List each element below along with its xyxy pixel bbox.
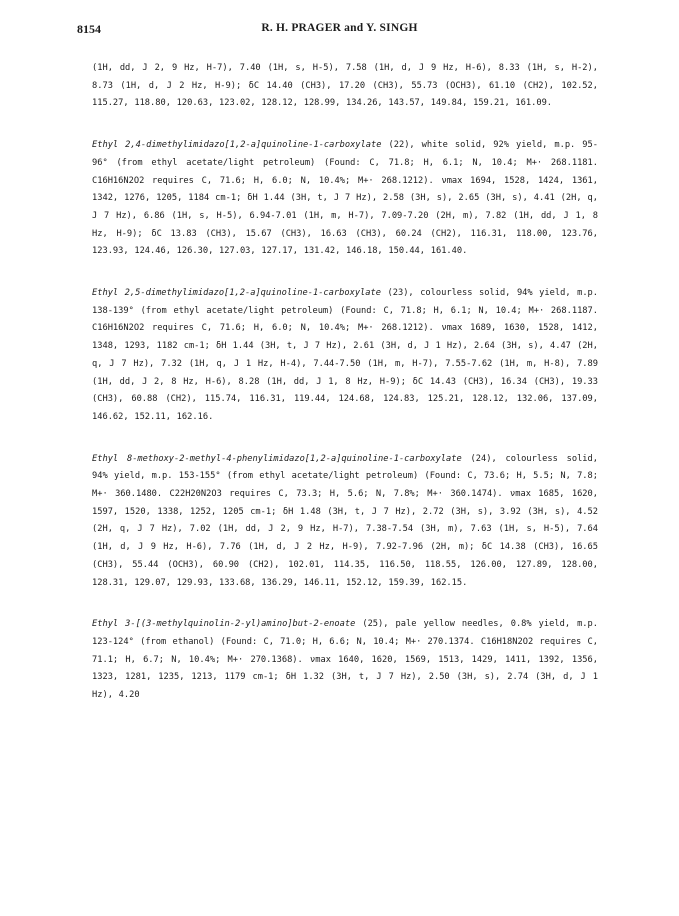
page-number: 8154 (77, 22, 101, 36)
compound-name: Ethyl 2,5-dimethylimidazo[1,2-a]quinoline-1-carboxylate (92, 288, 381, 299)
paragraph-compound-22 (92, 137, 598, 261)
paragraph-text: (1H, dd, J 2, 9 Hz, H-7), 7.40 (1H, s, H-5), 7.58 (1H, d, J 9 Hz, H-6), 8.33 (1H, s, H-2), 8.73 (1H, d, J 2 Hz, H-9); δC 14.40 (CH3), 17.20 (CH3), 55.73 (OCH3), 61.10 (CH2), 102.52, 115.27, 118.80, 120.63, 123.02, 128.12, 128.99, 134.26, 143.57, 149.84, 159.21, 161.09. (92, 63, 598, 109)
paragraph-continuation (92, 60, 598, 113)
paragraph-text: (22), white solid, 92% yield, m.p. 95-96° (from ethyl acetate/light petroleum) (Found: C, 71.8; H, 6.1; N, 10.4; M+· 268.1181. C16H16N2O2 requires C, 71.6; H, 6.0; N, 10.4%; M+· 268.1212). νmax 1694, 1528, 1424, 1361, 1342, 1276, 1205, 1184 cm-1; δH 1.44 (3H, t, J 7 Hz), 2.58 (3H, s), 2.65 (3H, s), 4.41 (2H, q, J 7 Hz), 6.86 (1H, s, H-5), 6.94-7.01 (1H, m, H-7), 7.09-7.20 (2H, m), 7.82 (1H, dd, J 1, 8 Hz, H-9); δC 13.83 (CH3), 15.67 (CH3), 16.63 (CH3), 60.24 (CH2), 116.31, 118.00, 123.76, 123.93, 124.46, 126.30, 127.03, 127.17, 131.42, 146.18, 150.44, 161.40. (92, 140, 598, 257)
paragraph-compound-23 (92, 285, 598, 427)
paragraph-text: (25), pale yellow needles, 0.8% yield, m.p. 123-124° (from ethanol) (Found: C, 71.0; H, 6.6; N, 10.4; M+· 270.1374. C16H18N2O2 requires C, 71.1; H, 6.7; N, 10.4%; M+· 270.1368). νmax 1640, 1620, 1569, 1513, 1429, 1411, 1392, 1356, 1323, 1281, 1235, 1213, 1179 cm-1; δH 1.32 (3H, t, J 7 Hz), 2.50 (3H, s), 2.74 (3H, d, J 1 Hz), 4.20 (92, 619, 598, 701)
paragraph-compound-25 (92, 616, 598, 705)
compound-name: Ethyl 3-[(3-methylquinolin-2-yl)amino]but-2-enoate (92, 619, 356, 630)
paragraph-text: (23), colourless solid, 94% yield, m.p. 138-139° (from ethyl acetate/light petroleum) (Found: C, 71.8; H, 6.1; N, 10.4; M+· 268.1187. C16H16N2O2 requires C, 71.6; H, 6.0; N, 10.4%; M+· 268.1212). νmax 1689, 1630, 1528, 1412, 1348, 1293, 1182 cm-1; δH 1.44 (3H, t, J 7 Hz), 2.61 (3H, d, J 1 Hz), 2.64 (3H, s), 4.47 (2H, q, J 7 Hz), 7.32 (1H, q, J 1 Hz, H-4), 7.44-7.50 (1H, m, H-7), 7.55-7.62 (1H, m, H-8), 7.89 (1H, dd, J 2, 8 Hz, H-6), 8.28 (1H, dd, J 1, 8 Hz, H-9); δC 14.43 (CH3), 16.34 (CH3), 19.33 (CH3), 60.88 (CH2), 115.74, 116.31, 119.44, 124.68, 124.83, 125.21, 128.12, 132.06, 137.09, 146.62, 152.11, 162.16. (92, 288, 599, 422)
compound-name: Ethyl 2,4-dimethylimidazo[1,2-a]quinoline-1-carboxylate (92, 140, 382, 151)
running-head-authors: R. H. PRAGER and Y. SINGH (261, 22, 418, 34)
running-header (0, 22, 679, 38)
paragraph-compound-24 (92, 451, 598, 593)
experimental-text (92, 60, 598, 705)
compound-name: Ethyl 8-methoxy-2-methyl-4-phenylimidazo[1,2-a]quinoline-1-carboxylate (92, 453, 462, 464)
paragraph-text: (24), colourless solid, 94% yield, m.p. 153-155° (from ethyl acetate/light petroleum) (Found: C, 73.6; H, 5.5; N, 7.8; M+· 360.1480. C22H20N2O3 requires C, 73.3; H, 5.6; N, 7.8%; M+· 360.1474). νmax 1685, 1620, 1597, 1520, 1338, 1252, 1205 cm-1; δH 1.48 (3H, t, J 7 Hz), 2.72 (3H, s), 3.92 (3H, s), 4.52 (2H, q, J 7 Hz), 7.02 (1H, dd, J 2, 9 Hz, H-7), 7.38-7.54 (3H, m), 7.63 (1H, s, H-5), 7.64 (1H, d, J 9 Hz, H-6), 7.76 (1H, d, J 2 Hz, H-9), 7.92-7.96 (2H, m); δC 14.38 (CH3), 16.65 (CH3), 55.44 (OCH3), 60.90 (CH2), 102.01, 114.35, 116.50, 118.55, 126.00, 127.89, 128.00, 128.31, 129.07, 129.93, 133.68, 136.29, 146.11, 152.12, 159.39, 162.15. (92, 453, 598, 588)
